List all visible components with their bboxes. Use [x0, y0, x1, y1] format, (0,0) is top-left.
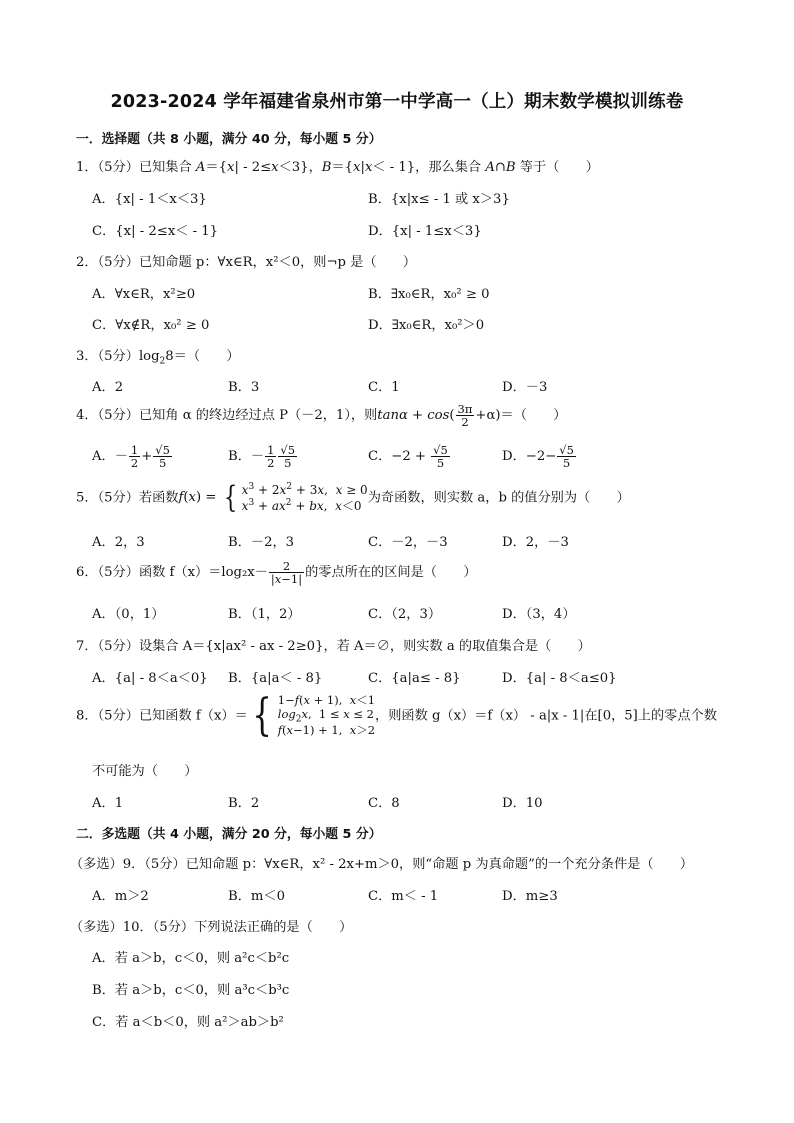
option-b: B．若 a＞b，c＜0，则 a³c＜b³c — [92, 983, 290, 998]
option-d: D．2，－3 — [502, 535, 569, 550]
option-b: B．－ $\frac{1}{2}$ $\frac{√5}{5}$ — [228, 443, 296, 471]
option-a: A．{x| - 1＜x＜3} — [92, 192, 207, 207]
question-8: 8．（5分）已知函数 f（x）＝{ 1−f(x + 1), x＜1 $\log_2x$, 1 ≤ x ≤ 2 f(x−1) + 1, x＞2，则函数 g（x）＝f（x） - a|x - 1|在[0，5]上的零点个数 — [76, 690, 717, 741]
option-c: C．8 — [368, 796, 400, 811]
question-3 — [76, 345, 240, 367]
piecewise-function: { 1−f(x + 1), x＜1 $\log_2x$, 1 ≤ x ≤ 2 f(x−1) + 1, x＞2 — [251, 690, 376, 741]
section-heading-multi-choice: 二．多选题（共 4 小题，满分 20 分，每小题 5 分） — [76, 827, 382, 842]
question-number: 3．（5分） — [76, 349, 139, 364]
question-6: 6．（5分）函数 f（x）＝log₂x－ $\frac{2}{|x-1|}$ 的零点所在的区间是（ ） — [76, 559, 477, 587]
option-d: D．−2− $\frac{√5}{5}$ — [502, 443, 574, 471]
question-number: （多选）10．（5分） — [70, 920, 195, 935]
question-number: （多选）9．（5分） — [70, 857, 186, 872]
option-c: C．∀x∉R，x₀² ≥ 0 — [92, 318, 210, 333]
option-d: D．m≥3 — [502, 889, 558, 904]
option-b: B．{x|x≤ - 1 或 x＞3} — [368, 192, 510, 207]
question-9 — [70, 853, 693, 872]
question-2 — [76, 251, 416, 270]
question-1 — [76, 156, 599, 175]
option-c: C．1 — [368, 380, 400, 395]
question-stem: 设集合 A＝{x|ax² - ax - 2≥0}，若 A＝∅，则实数 a 的取值集合是（ ） — [138, 639, 591, 654]
option-a: A．－ $\frac{1}{2}$ + $\frac{√5}{5}$ — [92, 443, 170, 471]
question-number: 5．（5分） — [76, 490, 139, 506]
question-7 — [76, 635, 591, 654]
question-8-continued: 不可能为（ ） — [92, 764, 198, 779]
option-b: B．{a|a＜ - 8} — [228, 671, 323, 686]
fraction-2-over-abs: $\frac{2}{|x-1|}$ — [270, 559, 303, 587]
question-stem: 已知集合 A＝{x| - 2≤x＜3}，B＝{x|x＜ - 1}，那么集合 A∩B 等于（ ） — [138, 160, 599, 175]
question-stem: $\log_28=$（ ） — [138, 349, 240, 367]
option-c: C．若 a＜b＜0，则 a²＞ab＞b² — [92, 1015, 284, 1030]
option-a: A．2 — [92, 380, 124, 395]
option-d: D．∃x₀∈R，x₀²＞0 — [368, 318, 485, 333]
exam-title: 2023-2024 学年福建省泉州市第一中学高一（上）期末数学模拟训练卷 — [110, 92, 684, 112]
question-5: 5．（5分）若函数f(x) = { $x^3 + 2x^2 + 3x$, x ≥ 0 $x^3 + ax^2$ + bx, x＜0为奇函数，则实数 a，b 的值分别为（ ） — [76, 479, 630, 515]
question-number: 4．（5分） — [76, 408, 139, 424]
option-b: B．∃x₀∈R，x₀² ≥ 0 — [368, 287, 490, 302]
option-a: A．1 — [92, 796, 124, 811]
option-c: C．−2 + $\frac{√5}{5}$ — [368, 443, 448, 471]
question-number: 2．（5分） — [76, 255, 139, 270]
piecewise-function: f(x) = { $x^3 + 2x^2 + 3x$, x ≥ 0 $x^3 + ax^2$ + bx, x＜0 — [178, 479, 368, 515]
question-4: 4．（5分）已知角 α 的终边经过点 P（－2，1），则tanα + cos( $\frac{3\pi}{2}$ +α)＝（ ） — [76, 402, 567, 430]
question-number: 6．（5分） — [76, 565, 139, 581]
option-b: B．m＜0 — [228, 889, 285, 904]
option-a: A．（0，1） — [92, 607, 165, 622]
option-c: C．－2，－3 — [368, 535, 448, 550]
option-d: D．{a| - 8＜a≤0} — [502, 671, 617, 686]
question-stem: 已知命题 p：∀x∈R，x² - 2x+m＞0，则“命题 p 为真命题”的一个充分条件是（ ） — [185, 857, 694, 872]
option-b: B．－2，3 — [228, 535, 295, 550]
question-number: 8．（5分） — [76, 708, 139, 724]
question-stem: 已知命题 p：∀x∈R，x²＜0，则¬p 是（ ） — [138, 255, 417, 270]
option-b: B．3 — [228, 380, 260, 395]
option-a: A．m＞2 — [92, 889, 149, 904]
section-heading-single-choice: 一．选择题（共 8 小题，满分 40 分，每小题 5 分） — [76, 132, 382, 147]
question-number: 1．（5分） — [76, 160, 139, 175]
question-stem: 已知角 α 的终边经过点 P（－2，1），则 — [138, 408, 378, 424]
option-d: D．（3，4） — [502, 607, 576, 622]
option-a: A．2，3 — [92, 535, 145, 550]
option-d: D．－3 — [502, 380, 548, 395]
option-c: C．{a|a≤ - 8} — [368, 671, 461, 686]
option-b: B．2 — [228, 796, 260, 811]
question-number: 7．（5分） — [76, 639, 139, 654]
option-c: C．m＜ - 1 — [368, 889, 439, 904]
question-stem: 下列说法正确的是（ ） — [194, 920, 353, 935]
option-a: A．{a| - 8＜a＜0} — [92, 671, 208, 686]
question-10 — [70, 916, 352, 935]
option-c: C．{x| - 2≤x＜ - 1} — [92, 224, 219, 239]
option-d: D．10 — [502, 796, 543, 811]
formula-tan-plus-cos: tanα + cos( $\frac{3\pi}{2}$ +α) — [377, 402, 501, 430]
option-a: A．∀x∈R，x²≥0 — [92, 287, 196, 302]
option-c: C．（2，3） — [368, 607, 442, 622]
option-d: D．{x| - 1≤x＜3} — [368, 224, 482, 239]
option-a: A．若 a＞b，c＜0，则 a²c＜b²c — [92, 951, 290, 966]
option-b: B．（1，2） — [228, 607, 301, 622]
